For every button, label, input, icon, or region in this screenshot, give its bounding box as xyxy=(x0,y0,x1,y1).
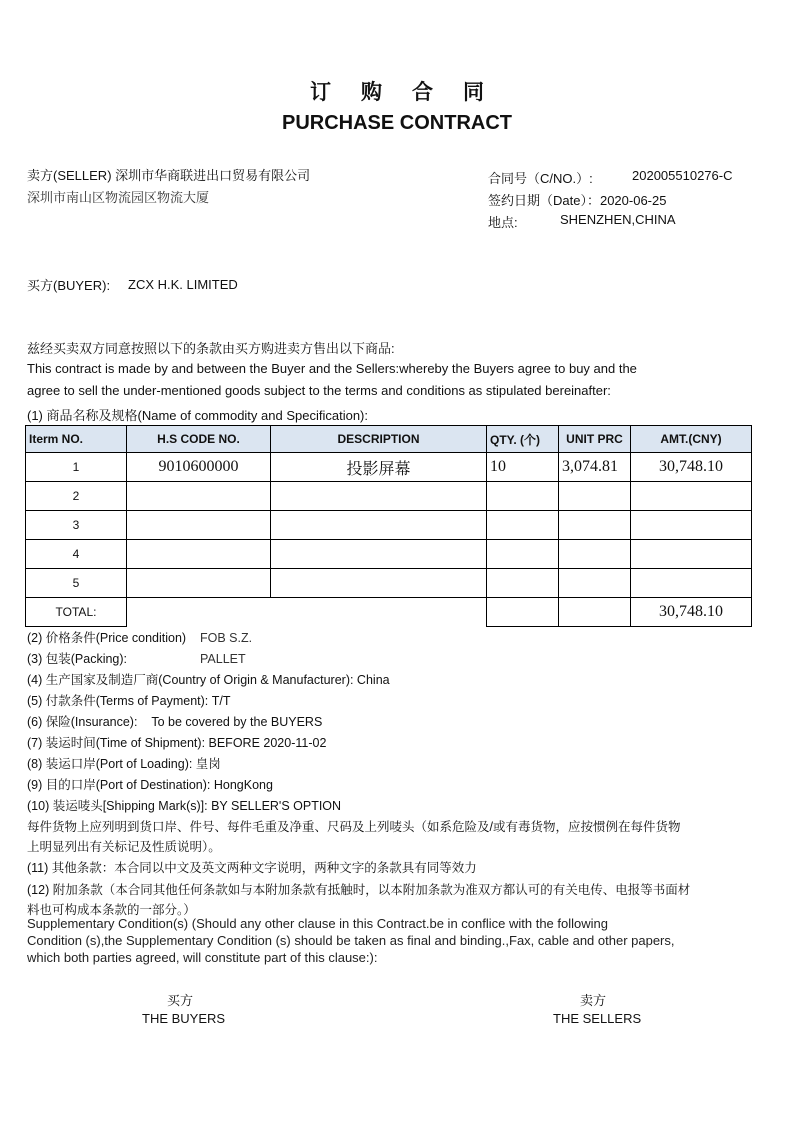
contract-place-label: 地点: xyxy=(488,215,518,230)
price-condition-label: (2) 价格条件(Price condition) xyxy=(27,631,187,645)
intro-english-2: agree to sell the under-mentioned goods subject to the terms and conditions as stipulated bereinafter: xyxy=(27,383,611,398)
header-amount: AMT.(CNY) xyxy=(631,426,752,453)
cell-unit-price xyxy=(559,569,631,598)
seller-sign-en: THE SELLERS xyxy=(553,1011,642,1026)
supplementary-line-3: which both parties agreed, will constitute part of this clause:): xyxy=(27,950,378,965)
cell-description: 投影屏幕 xyxy=(271,453,487,482)
cell-qty xyxy=(487,482,559,511)
shipping-mark-note-1: 每件货物上应列明到货口岸、件号、每件毛重及净重、尺码及上列唛头（如系危险及/或有毒货物，应按惯例在每件货物 xyxy=(27,820,681,834)
contract-no-label: 合同号（C/NO.）: xyxy=(488,171,593,186)
buyer-label: 买方(BUYER): xyxy=(27,278,111,293)
packing-value: PALLET xyxy=(200,652,246,666)
destination-term: (9) 目的口岸(Port of Destination): HongKong xyxy=(27,778,273,792)
insurance-value: To be covered by the BUYERS xyxy=(151,715,323,729)
seller-line xyxy=(27,165,310,184)
seller-name: 深圳市华商联进出口贸易有限公司 xyxy=(115,168,311,183)
cell-item-no: 4 xyxy=(26,540,127,569)
total-amount: 30,748.10 xyxy=(631,598,752,627)
total-blank xyxy=(127,598,487,627)
header-unit-price: UNIT PRC xyxy=(559,426,631,453)
total-unit xyxy=(559,598,631,627)
cell-unit-price xyxy=(559,482,631,511)
insurance-term xyxy=(27,712,322,730)
loading-term: (8) 装运口岸(Port of Loading): 皇岗 xyxy=(27,757,221,771)
header-qty: QTY. (个) xyxy=(487,426,559,453)
cell-qty xyxy=(487,569,559,598)
cell-amount xyxy=(631,540,752,569)
cell-amount: 30,748.10 xyxy=(631,453,752,482)
cell-hs-code xyxy=(127,511,271,540)
table-row xyxy=(26,482,752,511)
table-row xyxy=(26,453,752,482)
contract-date-label: 签约日期（Date）： xyxy=(488,193,600,208)
contract-date-value: 2020-06-25 xyxy=(599,193,667,208)
cell-item-no: 3 xyxy=(26,511,127,540)
seller-address: 深圳市南山区物流园区物流大厦 xyxy=(27,190,210,205)
seller-sign-cn: 卖方 xyxy=(580,993,607,1008)
other-term: (11) 其他条款：本合同以中文及英文两种文字说明，两种文字的条款具有同等效力 xyxy=(27,861,477,875)
cell-hs-code: 9010600000 xyxy=(127,453,271,482)
buyer-sign-cn: 买方 xyxy=(167,993,194,1008)
header-hs-code: H.S CODE NO. xyxy=(127,426,271,453)
title-chinese: 订购合同 xyxy=(310,81,514,104)
supplementary-line-2: Condition (s),the Supplementary Condition (s) should be taken as final and binding.,Fax, cable and other papers, xyxy=(27,933,675,948)
shipping-mark-note-2: 上明显列出有关标记及性质说明）。 xyxy=(27,840,221,854)
title-english: PURCHASE CONTRACT xyxy=(282,112,512,134)
table-total-row xyxy=(26,598,752,627)
cell-qty xyxy=(487,540,559,569)
shipment-term: (7) 装运时间(Time of Shipment): BEFORE 2020-11-02 xyxy=(27,736,327,750)
cell-description xyxy=(271,511,487,540)
shipping-mark-term: (10) 装运唛头[Shipping Mark(s)]: BY SELLER'S OPTION xyxy=(27,799,342,813)
total-label: TOTAL: xyxy=(26,598,127,627)
cell-hs-code xyxy=(127,482,271,511)
intro-chinese: 兹经买卖双方同意按照以下的条款由买方购进卖方售出以下商品: xyxy=(27,341,395,356)
cell-hs-code xyxy=(127,569,271,598)
additional-term-1: (12) 附加条款（本合同其他任何条款如与本附加条款有抵触时，以本附加条款为准双方都认可的有关电传、电报等书面材 xyxy=(27,883,691,897)
contract-place-value: SHENZHEN,CHINA xyxy=(560,212,676,227)
packing-label: (3) 包装(Packing): xyxy=(27,652,128,666)
intro-english-1: This contract is made by and between the Buyer and the Sellers:whereby the Buyers agree to buy and the xyxy=(27,361,637,376)
seller-label: 卖方(SELLER) xyxy=(27,168,112,183)
cell-description xyxy=(271,482,487,511)
cell-hs-code xyxy=(127,540,271,569)
cell-item-no: 1 xyxy=(26,453,127,482)
cell-item-no: 2 xyxy=(26,482,127,511)
table-row xyxy=(26,569,752,598)
cell-unit-price: 3,074.81 xyxy=(559,453,631,482)
contract-date xyxy=(488,190,666,209)
cell-item-no: 5 xyxy=(26,569,127,598)
payment-term: (5) 付款条件(Terms of Payment): T/T xyxy=(27,694,231,708)
origin-term: (4) 生产国家及制造厂商(Country of Origin & Manufacturer): China xyxy=(27,673,390,687)
cell-unit-price xyxy=(559,511,631,540)
table-row xyxy=(26,511,752,540)
buyer-name: ZCX H.K. LIMITED xyxy=(128,277,238,292)
buyer-sign-en: THE BUYERS xyxy=(142,1011,226,1026)
cell-description xyxy=(271,569,487,598)
table-header-row xyxy=(26,426,752,453)
cell-qty xyxy=(487,511,559,540)
commodity-heading: (1) 商品名称及规格(Name of commodity and Specification): xyxy=(27,408,368,423)
additional-term-2: 料也可构成本条款的一部分。） xyxy=(27,903,196,917)
cell-amount xyxy=(631,511,752,540)
table-row xyxy=(26,540,752,569)
cell-amount xyxy=(631,569,752,598)
total-qty xyxy=(487,598,559,627)
price-condition-value: FOB S.Z. xyxy=(200,631,253,645)
header-item-no: Iterm NO. xyxy=(26,426,127,453)
cell-amount xyxy=(631,482,752,511)
supplementary-line-1: Supplementary Condition(s) (Should any other clause in this Contract.be in conflice with the following xyxy=(27,916,608,931)
goods-table xyxy=(25,425,752,627)
contract-no-value: 202005510276-C xyxy=(632,168,733,183)
cell-qty: 10 xyxy=(487,453,559,482)
header-description: DESCRIPTION xyxy=(271,426,487,453)
cell-description xyxy=(271,540,487,569)
insurance-label: (6) 保险(Insurance): xyxy=(27,715,138,729)
cell-unit-price xyxy=(559,540,631,569)
